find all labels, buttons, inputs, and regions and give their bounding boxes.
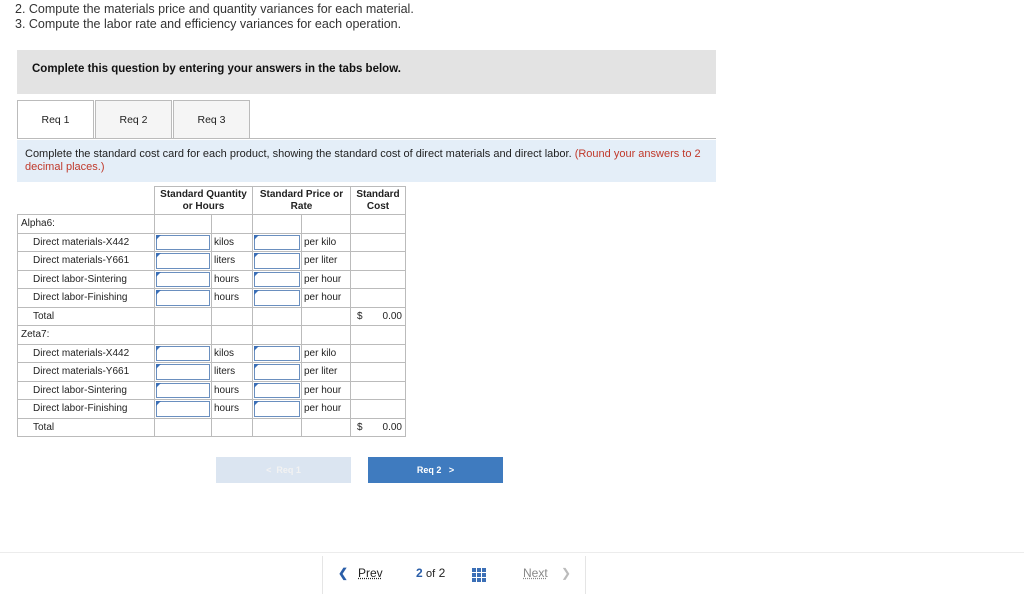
input-marker-icon xyxy=(156,235,161,240)
row-label: Direct labor-Sintering xyxy=(18,270,155,289)
input-box[interactable] xyxy=(254,235,300,251)
rate-unit: per liter xyxy=(302,252,351,271)
row-label: Direct labor-Finishing xyxy=(18,400,155,419)
input-box[interactable] xyxy=(156,290,210,306)
input-marker-icon xyxy=(254,346,259,351)
cost-row xyxy=(18,289,406,308)
input-marker-icon xyxy=(156,383,161,388)
group-row xyxy=(18,215,406,234)
rate-unit: per kilo xyxy=(302,344,351,363)
price-input[interactable] xyxy=(253,381,302,400)
total-cost xyxy=(351,307,406,326)
total-amount: 0.00 xyxy=(382,310,402,322)
total-label: Total xyxy=(18,418,155,437)
pager-next-link[interactable]: Next xyxy=(523,566,548,580)
cost-cell xyxy=(351,270,406,289)
quantity-input[interactable] xyxy=(155,381,212,400)
quantity-unit: kilos xyxy=(212,233,253,252)
rate-unit: per hour xyxy=(302,270,351,289)
total-cost xyxy=(351,418,406,437)
instruction-line-2: 2. Compute the materials price and quantity variances for each material. xyxy=(15,2,414,16)
input-marker-icon xyxy=(254,272,259,277)
instruction-box xyxy=(17,140,716,182)
tab-req-2[interactable]: Req 2 xyxy=(95,100,172,138)
empty-cell xyxy=(302,307,351,326)
instruction-line-3: 3. Compute the labor rate and efficiency variances for each operation. xyxy=(15,17,402,31)
chevron-right-icon: > xyxy=(448,465,455,475)
input-marker-icon xyxy=(156,346,161,351)
input-marker-icon xyxy=(156,401,161,406)
input-marker-icon xyxy=(156,290,161,295)
rounding-note: (Round your answers to 2 decimal places.) xyxy=(25,148,701,173)
quantity-input[interactable] xyxy=(155,289,212,308)
empty-cell xyxy=(253,326,302,345)
empty-cell xyxy=(155,215,212,234)
input-box[interactable] xyxy=(156,235,210,251)
input-box[interactable] xyxy=(156,383,210,399)
quantity-unit: kilos xyxy=(212,344,253,363)
total-label: Total xyxy=(18,307,155,326)
input-box[interactable] xyxy=(254,290,300,306)
cost-row xyxy=(18,270,406,289)
quantity-unit: hours xyxy=(212,289,253,308)
empty-cell xyxy=(212,418,253,437)
group-row xyxy=(18,326,406,345)
input-box[interactable] xyxy=(156,346,210,362)
input-marker-icon xyxy=(156,253,161,258)
grid-icon[interactable] xyxy=(472,568,486,585)
next-req-button[interactable] xyxy=(368,457,503,483)
quantity-input[interactable] xyxy=(155,233,212,252)
empty-cell xyxy=(302,215,351,234)
question-banner xyxy=(17,50,716,94)
price-input[interactable] xyxy=(253,344,302,363)
cost-cell xyxy=(351,363,406,382)
input-marker-icon xyxy=(254,383,259,388)
total-row xyxy=(18,418,406,437)
next-req-label: Req 2 xyxy=(416,465,442,475)
price-input[interactable] xyxy=(253,270,302,289)
header-quantity: Standard Quantity or Hours xyxy=(155,187,253,215)
quantity-unit: hours xyxy=(212,381,253,400)
input-box[interactable] xyxy=(254,346,300,362)
rate-unit: per liter xyxy=(302,363,351,382)
rate-unit: per hour xyxy=(302,381,351,400)
quantity-input[interactable] xyxy=(155,270,212,289)
input-box[interactable] xyxy=(254,253,300,269)
input-box[interactable] xyxy=(254,364,300,380)
cost-cell xyxy=(351,381,406,400)
input-marker-icon xyxy=(254,253,259,258)
tab-divider xyxy=(17,138,716,139)
header-price: Standard Price or Rate xyxy=(253,187,351,215)
standard-cost-card xyxy=(17,186,406,437)
input-marker-icon xyxy=(254,364,259,369)
quantity-input[interactable] xyxy=(155,344,212,363)
prev-req-label: Req 1 xyxy=(276,465,301,475)
header-cost: Standard Cost xyxy=(351,187,406,215)
input-box[interactable] xyxy=(254,383,300,399)
row-label: Direct labor-Sintering xyxy=(18,381,155,400)
quantity-unit: hours xyxy=(212,400,253,419)
empty-cell xyxy=(351,326,406,345)
empty-cell xyxy=(212,307,253,326)
empty-cell xyxy=(155,326,212,345)
rate-unit: per hour xyxy=(302,400,351,419)
empty-cell xyxy=(253,215,302,234)
tab-req-3[interactable]: Req 3 xyxy=(173,100,250,138)
input-box[interactable] xyxy=(254,401,300,417)
input-box[interactable] xyxy=(156,401,210,417)
price-input[interactable] xyxy=(253,363,302,382)
empty-cell xyxy=(253,307,302,326)
cost-row xyxy=(18,363,406,382)
instruction-main: Complete the standard cost card for each product, showing the standard cost of direct materials and direct labor. xyxy=(25,148,572,160)
rate-unit: per kilo xyxy=(302,233,351,252)
total-amount: 0.00 xyxy=(382,421,402,433)
row-label: Direct materials-X442 xyxy=(18,233,155,252)
price-input[interactable] xyxy=(253,289,302,308)
price-input[interactable] xyxy=(253,252,302,271)
quantity-input[interactable] xyxy=(155,400,212,419)
input-box[interactable] xyxy=(254,272,300,288)
cost-cell xyxy=(351,252,406,271)
input-box[interactable] xyxy=(156,272,210,288)
banner-text: Complete this question by entering your answers in the tabs below. xyxy=(32,63,401,75)
chevron-right-icon[interactable]: ❯ xyxy=(561,566,572,580)
empty-cell xyxy=(302,418,351,437)
price-input[interactable] xyxy=(253,400,302,419)
chevron-left-icon: < xyxy=(266,465,272,475)
row-label: Direct materials-Y661 xyxy=(18,252,155,271)
cost-row xyxy=(18,381,406,400)
quantity-input[interactable] xyxy=(155,363,212,382)
row-label: Direct materials-X442 xyxy=(18,344,155,363)
empty-cell xyxy=(212,326,253,345)
cost-cell xyxy=(351,233,406,252)
empty-cell xyxy=(212,215,253,234)
quantity-unit: liters xyxy=(212,252,253,271)
page-indicator xyxy=(416,566,445,580)
group-label: Alpha6: xyxy=(18,215,155,234)
chevron-left-icon[interactable]: ❮ xyxy=(338,566,349,580)
price-input[interactable] xyxy=(253,233,302,252)
input-box[interactable] xyxy=(156,253,210,269)
cost-cell xyxy=(351,289,406,308)
page-of: of xyxy=(426,568,436,580)
input-box[interactable] xyxy=(156,364,210,380)
empty-cell xyxy=(155,307,212,326)
pager-divider xyxy=(322,556,323,594)
empty-cell xyxy=(302,326,351,345)
empty-cell xyxy=(351,215,406,234)
input-marker-icon xyxy=(254,290,259,295)
empty-cell xyxy=(253,418,302,437)
tab-req-1[interactable]: Req 1 xyxy=(17,100,94,139)
footer-divider xyxy=(0,552,1024,553)
currency-symbol: $ xyxy=(357,310,363,322)
currency-symbol: $ xyxy=(357,421,363,433)
input-marker-icon xyxy=(156,272,161,277)
current-page: 2 xyxy=(416,566,423,580)
cost-row xyxy=(18,344,406,363)
total-row xyxy=(18,307,406,326)
cost-cell xyxy=(351,344,406,363)
instruction-text xyxy=(25,148,715,174)
cost-row xyxy=(18,400,406,419)
pager-divider xyxy=(585,556,586,594)
empty-cell xyxy=(155,418,212,437)
row-label: Direct materials-Y661 xyxy=(18,363,155,382)
row-label: Direct labor-Finishing xyxy=(18,289,155,308)
quantity-unit: liters xyxy=(212,363,253,382)
quantity-input[interactable] xyxy=(155,252,212,271)
input-marker-icon xyxy=(254,235,259,240)
total-pages: 2 xyxy=(438,566,446,580)
group-label: Zeta7: xyxy=(18,326,155,345)
input-marker-icon xyxy=(254,401,259,406)
pager-prev-link[interactable]: Prev xyxy=(358,566,383,580)
cost-row xyxy=(18,252,406,271)
input-marker-icon xyxy=(156,364,161,369)
cost-cell xyxy=(351,400,406,419)
prev-req-button[interactable] xyxy=(216,457,351,483)
rate-unit: per hour xyxy=(302,289,351,308)
header-blank xyxy=(18,187,155,215)
cost-row xyxy=(18,233,406,252)
quantity-unit: hours xyxy=(212,270,253,289)
